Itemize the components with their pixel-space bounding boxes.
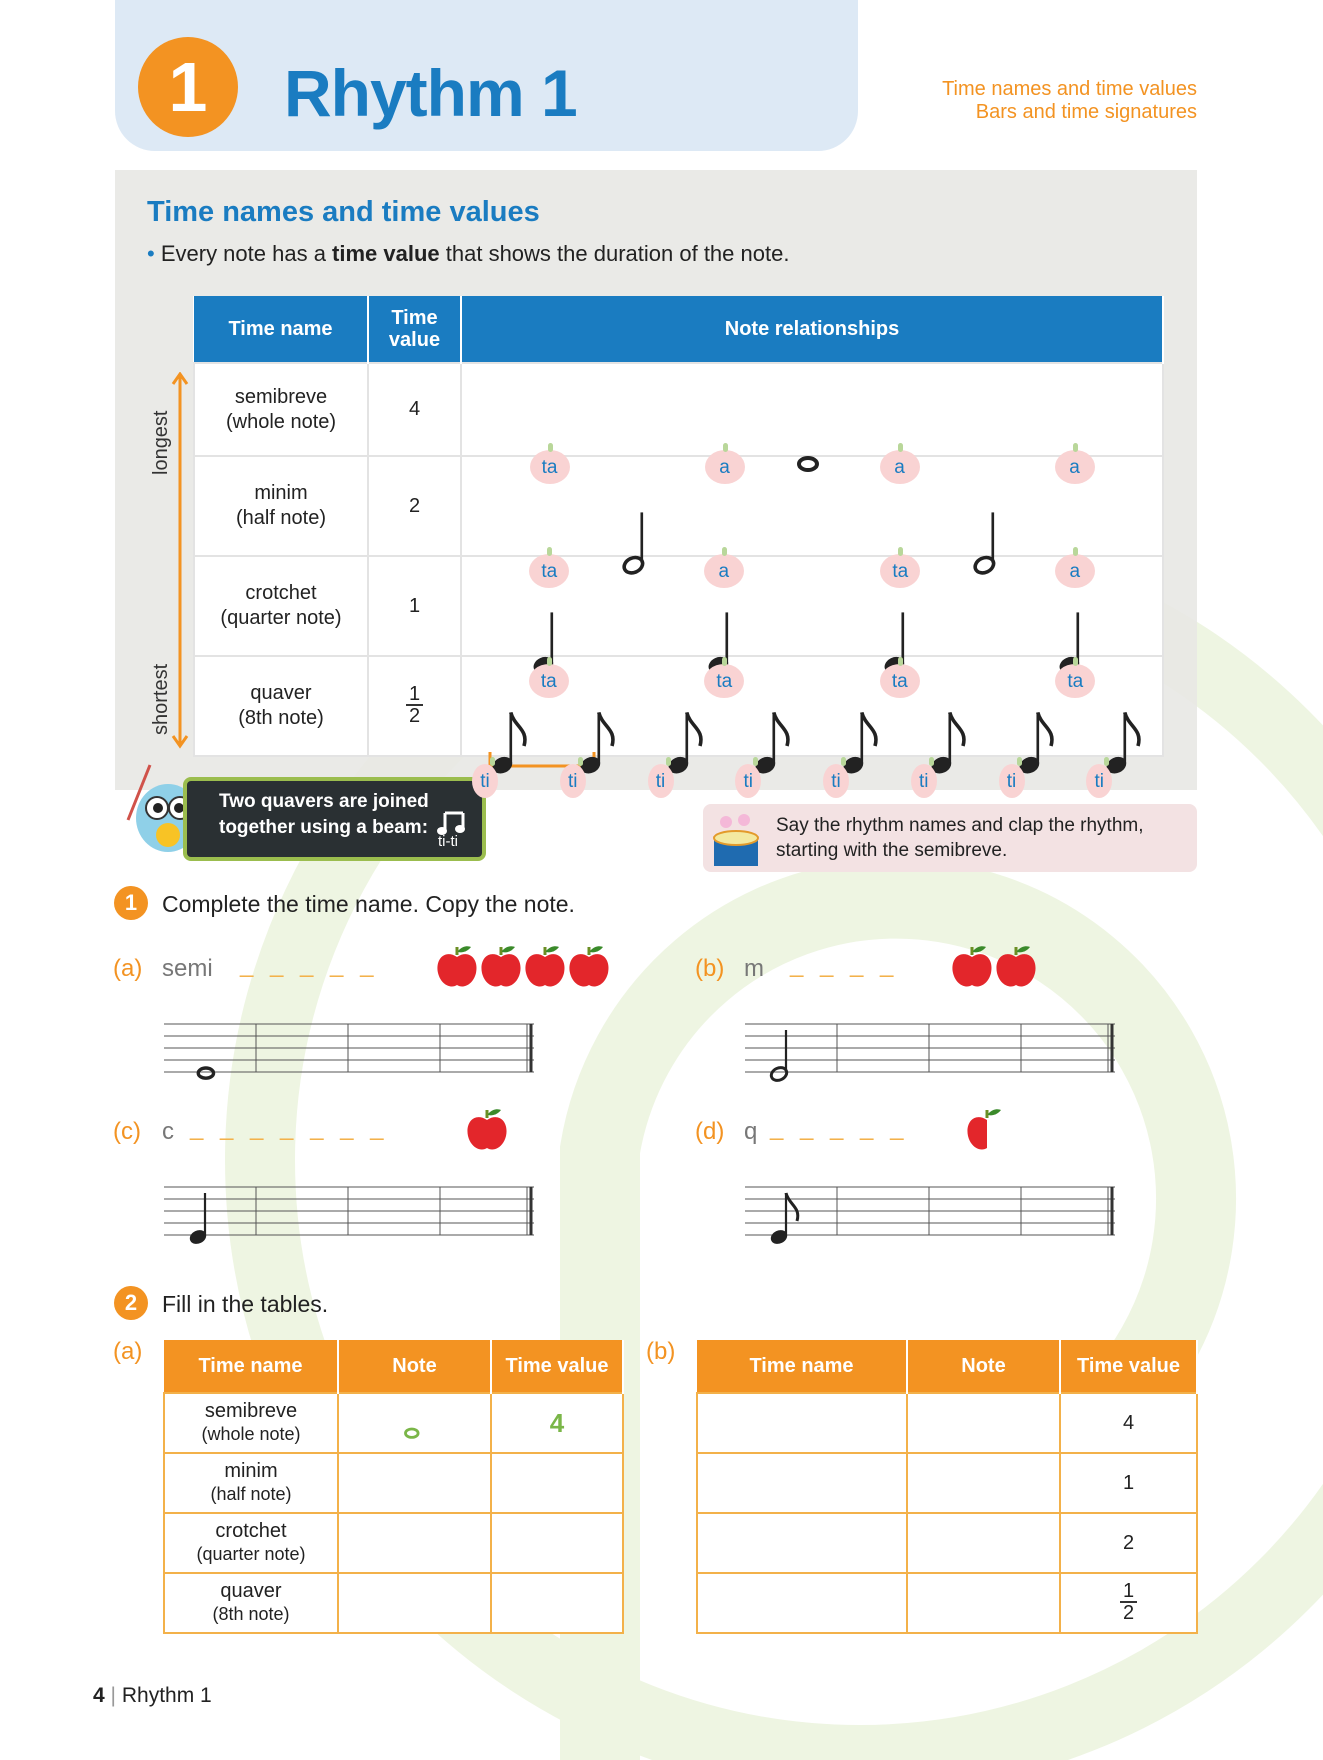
footer-title: Rhythm 1 (121, 1684, 212, 1707)
time-value-cell: 2 (368, 456, 461, 556)
table-row (697, 1513, 1197, 1573)
bullet-text: • Every note has a time value that shows the duration of the note. (147, 241, 790, 266)
apple-syllable: a (880, 450, 920, 484)
apple-syllable: a (1055, 450, 1095, 484)
name-prefix: c (162, 1118, 174, 1145)
staff-area[interactable] (164, 1020, 534, 1085)
name-blanks-input[interactable]: _ _ _ _ _ (770, 1114, 909, 1141)
note-answer-cell[interactable] (338, 1573, 491, 1633)
time-name-cell: minim (half note) (194, 456, 368, 556)
table-row (164, 1393, 623, 1453)
apple-icon (950, 943, 994, 989)
header-note: Note (907, 1340, 1060, 1393)
page-number: 4 (93, 1684, 105, 1707)
note-relationship-cell (461, 363, 1163, 478)
note-answer-cell[interactable] (907, 1513, 1060, 1573)
time-name-cell: semibreve (whole note) (164, 1393, 338, 1453)
minim-note-icon (619, 510, 662, 575)
tip-bubble: Two quavers are joined together using a beam: ti-ti (183, 777, 486, 861)
time-name-cell: quaver (8th note) (164, 1573, 338, 1633)
quaver-note-icon (751, 710, 794, 775)
header-time-value: Time value (368, 296, 461, 363)
apple-group (965, 1106, 1009, 1152)
apple-syllable: a (1055, 554, 1095, 588)
apple-icon (465, 1106, 509, 1152)
table-row (194, 363, 1163, 456)
time-name-cell: crotchet (quarter note) (164, 1513, 338, 1573)
semibreve-note-icon (794, 418, 830, 472)
fraction: $\frac{1}{2}$ (1120, 1581, 1137, 1623)
quaver-note-icon (488, 710, 531, 775)
question-1-number: 1 (114, 886, 148, 920)
apple-syllable: ta (529, 664, 569, 698)
apple-syllable: ta (880, 554, 920, 588)
time-value-answer-cell[interactable] (491, 1453, 623, 1513)
name-prefix: semi (162, 955, 213, 982)
crotchet-note-icon (186, 1191, 222, 1245)
activity-box: Say the rhythm names and clap the rhythm, starting with the semibreve. (703, 804, 1197, 872)
longest-label: longest (150, 410, 172, 475)
apple-syllable: a (704, 554, 744, 588)
minim-note-icon (767, 1028, 803, 1082)
header-time-name: Time name (164, 1340, 338, 1393)
header-note: Note (338, 1340, 491, 1393)
time-value-answer-cell[interactable]: 4 (491, 1393, 623, 1453)
table-row (164, 1513, 623, 1573)
header-note-relationships: Note relationships (461, 296, 1163, 363)
shortest-label: shortest (150, 663, 172, 735)
item-label: (c) (113, 1118, 141, 1145)
header-time-name: Time name (697, 1340, 907, 1393)
time-value-cell: 4 (368, 363, 461, 456)
table-row (164, 1573, 623, 1633)
apple-icon (994, 943, 1038, 989)
item-label: (a) (113, 955, 143, 982)
time-name-cell: minim (half note) (164, 1453, 338, 1513)
semibreve-note-icon (402, 1401, 427, 1439)
table-row (164, 1453, 623, 1513)
apple-syllable: ta (880, 664, 920, 698)
apple-syllable: a (705, 450, 745, 484)
name-prefix: q (744, 1118, 758, 1145)
time-name-cell: crotchet (quarter note) (194, 556, 368, 656)
apple-syllable: ta (1055, 664, 1095, 698)
time-value-cell: 1 (1060, 1453, 1197, 1513)
table-row (697, 1573, 1197, 1633)
item-label: (b) (695, 955, 725, 982)
time-name-answer-cell[interactable] (697, 1513, 907, 1573)
fill-table-b (696, 1340, 1198, 1634)
name-blanks-input[interactable]: _ _ _ _ _ (240, 951, 379, 978)
note-answer-cell[interactable] (907, 1573, 1060, 1633)
time-value-cell: 4 (1060, 1393, 1197, 1453)
name-blanks-input[interactable]: _ _ _ _ _ _ _ (190, 1114, 389, 1141)
section-heading: Time names and time values (147, 196, 540, 228)
staff-area[interactable] (745, 1183, 1115, 1248)
header-time-value: Time value (1060, 1340, 1197, 1393)
table-a-label: (a) (113, 1338, 143, 1365)
chapter-topics: Time names and time values Bars and time signatures (942, 78, 1197, 123)
quaver-note-icon (839, 710, 882, 775)
page-title: Rhythm 1 (284, 56, 577, 130)
note-answer-cell[interactable] (338, 1513, 491, 1573)
apple-icon (965, 1106, 1009, 1152)
apple-syllable: ti (735, 764, 761, 798)
note-relationships-table (193, 296, 1164, 792)
table-row (194, 556, 1163, 656)
apple-syllable: ta (530, 450, 570, 484)
table-row (697, 1453, 1197, 1513)
apple-syllable: ti (472, 764, 498, 798)
apple-syllable: ta (529, 554, 569, 588)
time-value-cell (368, 656, 461, 756)
time-value-answer-cell[interactable] (491, 1513, 623, 1573)
fraction: $\frac{1}{2}$ (406, 684, 423, 726)
apple-syllable: ta (704, 664, 744, 698)
minim-note-icon (970, 510, 1013, 575)
fill-table-a (163, 1340, 624, 1634)
beam-label: ti-ti (438, 833, 458, 850)
apple-syllable: ti (1086, 764, 1112, 798)
time-name-answer-cell[interactable] (697, 1453, 907, 1513)
apple-syllable: ti (648, 764, 674, 798)
semibreve-note-icon (194, 1034, 225, 1080)
staff-area[interactable] (164, 1183, 534, 1248)
note-answer-cell[interactable] (907, 1453, 1060, 1513)
apple-syllable: ti (999, 764, 1025, 798)
apple-icon (567, 943, 611, 989)
table-b-label: (b) (646, 1338, 676, 1365)
question-1-text: Complete the time name. Copy the note. (162, 891, 575, 917)
apple-icon (435, 943, 479, 989)
apple-group (950, 943, 1038, 989)
quaver-note-icon (767, 1191, 803, 1245)
header-time-name: Time name (194, 296, 368, 363)
time-value-cell: 2 (1060, 1513, 1197, 1573)
time-name-answer-cell[interactable] (697, 1573, 907, 1633)
name-prefix: m (744, 955, 764, 982)
time-value-answer-cell[interactable] (491, 1573, 623, 1633)
apple-syllable: ti (911, 764, 937, 798)
apple-group (465, 1106, 509, 1152)
apple-icon (523, 943, 567, 989)
note-answer-cell[interactable] (338, 1393, 491, 1453)
item-label: (d) (695, 1118, 725, 1145)
question-2-text: Fill in the tables. (162, 1291, 329, 1317)
staff-area[interactable] (745, 1020, 1115, 1085)
time-value-cell: 1 (368, 556, 461, 656)
name-blanks-input[interactable]: _ _ _ _ (790, 951, 899, 978)
time-name-cell: semibreve (whole note) (194, 363, 368, 456)
table-row (697, 1393, 1197, 1453)
time-value-cell (1060, 1573, 1197, 1633)
note-answer-cell[interactable] (907, 1393, 1060, 1453)
drum-icon (708, 808, 764, 870)
apple-syllable: ti (560, 764, 586, 798)
quaver-note-icon (1102, 710, 1145, 775)
time-name-answer-cell[interactable] (697, 1393, 907, 1453)
apple-group (435, 943, 611, 989)
time-name-cell: quaver (8th note) (194, 656, 368, 756)
length-arrow (170, 372, 190, 752)
question-2-number: 2 (114, 1286, 148, 1320)
apple-icon (479, 943, 523, 989)
table-row (194, 456, 1163, 556)
chapter-number: 1 (138, 37, 238, 137)
apple-syllable: ti (823, 764, 849, 798)
footer: 4 | Rhythm 1 (93, 1684, 212, 1707)
table-row (194, 656, 1163, 756)
note-answer-cell[interactable] (338, 1453, 491, 1513)
header-time-value: Time value (491, 1340, 623, 1393)
